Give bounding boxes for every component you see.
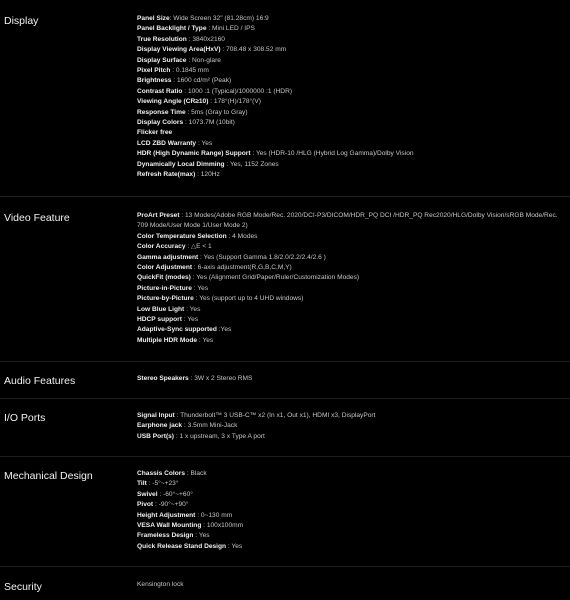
section-title-display: Display	[4, 15, 39, 27]
spec-row-panel-size: Panel Size: Wide Screen 32" (81.28cm) 16:9	[137, 15, 269, 22]
spec-row-quick-release-stand: Quick Release Stand Design : Yes	[137, 542, 243, 550]
section-divider	[0, 456, 570, 457]
section-title-audio-features: Audio Features	[4, 375, 76, 387]
section-title-mechanical-design: Mechanical Design	[4, 470, 93, 482]
spec-row-true-resolution: True Resolution : 3840x2160	[137, 35, 225, 43]
spec-row-proart-preset: ProArt Preset : 13 Modes(Adobe RGB Mode/Rec. 2020/DCI-P3/DICOM/HDR_PQ DCI /HDR_PQ Rec2020/HLG/Dolby Vision/sRGB Mode/Rec. 709 Mode/User Mode 1/User Mode 2)	[137, 212, 558, 230]
spec-row-earphone-jack: Earphone jack : 3.5mm Mini-Jack	[137, 422, 238, 430]
spec-row-color-temperature: Color Temperature Selection : 4 Modes	[137, 232, 258, 240]
spec-row-hdcp-support: HDCP support : Yes	[137, 316, 199, 324]
spec-row-usb-ports: USB Port(s) : 1 x upstream, 3 x Type A port	[137, 432, 265, 440]
spec-row-hdr-support: HDR (High Dynamic Range) Support : Yes (HDR-10 /HLG (Hybrid Log Gamma)/Dolby Vision	[137, 150, 414, 158]
spec-row-frameless-design: Frameless Design : Yes	[137, 532, 210, 540]
spec-row-color-accuracy: Color Accuracy : △E < 1	[137, 243, 212, 251]
spec-row-display-colors: Display Colors : 1073.7M (10bit)	[137, 119, 235, 127]
spec-row-height-adjustment: Height Adjustment : 0~130 mm	[137, 511, 233, 519]
spec-list-display	[137, 14, 567, 181]
spec-row-chassis-colors: Chassis Colors : Black	[137, 470, 207, 477]
section-divider	[0, 361, 570, 362]
spec-list-audio-features	[137, 374, 567, 384]
section-title-io-ports: I/O Ports	[4, 412, 46, 424]
section-divider	[0, 566, 570, 567]
spec-list-io-ports	[137, 411, 567, 442]
spec-row-vesa-mounting: VESA Wall Mounting : 100x100mm	[137, 522, 244, 530]
spec-row-kensington-lock: Kensington lock	[137, 581, 184, 588]
spec-row-contrast-ratio: Contrast Ratio : 1000 :1 (Typical)/1000000 :1 (HDR)	[137, 87, 293, 95]
spec-row-local-dimming: Dynamically Local Dimming : Yes, 1152 Zones	[137, 160, 279, 168]
spec-row-stereo-speakers: Stereo Speakers : 3W x 2 Stereo RMS	[137, 375, 253, 382]
section-title-video-feature: Video Feature	[4, 212, 70, 224]
spec-row-picture-by-picture: Picture-by-Picture : Yes (support up to 4 UHD windows)	[137, 295, 304, 303]
spec-row-flicker-free: Flicker free	[137, 129, 173, 137]
spec-row-viewing-area: Display Viewing Area(HxV) : 708.48 x 308.52 mm	[137, 46, 287, 54]
spec-row-signal-input: Signal Input : Thunderbolt™ 3 USB-C™ x2 (In x1, Out x1), HDMI x3, DisplayPort	[137, 412, 376, 419]
spec-list-video-feature	[137, 211, 567, 346]
spec-row-picture-in-picture: Picture-in-Picture : Yes	[137, 284, 209, 292]
spec-list-security	[137, 580, 567, 590]
section-divider	[0, 196, 570, 197]
spec-row-lcd-warranty: LCD ZBD Warranty : Yes	[137, 139, 213, 147]
spec-row-pivot: Pivot : -90°~+90°	[137, 501, 189, 509]
spec-row-response-time: Response Time : 5ms (Gray to Gray)	[137, 108, 248, 116]
spec-row-panel-backlight: Panel Backlight / Type : Mini LED / IPS	[137, 25, 255, 33]
spec-row-color-adjustment: Color Adjustment : 6-axis adjustment(R,G,B,C,M,Y)	[137, 264, 292, 272]
spec-row-gamma-adjustment: Gamma adjustment : Yes (Support Gamma 1.8/2.0/2.2/2.4/2.6 )	[137, 253, 326, 261]
spec-row-viewing-angle: Viewing Angle (CR≥10) : 178°(H)/178°(V)	[137, 98, 261, 106]
spec-list-mechanical-design	[137, 469, 567, 552]
spec-row-pixel-pitch: Pixel Pitch : 0.1845 mm	[137, 67, 209, 75]
spec-row-refresh-rate: Refresh Rate(max) : 120Hz	[137, 171, 220, 179]
spec-row-quickfit: QuickFit (modes) : Yes (Alignment Grid/Paper/Ruler/Customization Modes)	[137, 274, 360, 282]
spec-row-low-blue-light: Low Blue Light : Yes	[137, 305, 201, 313]
section-title-security: Security	[4, 581, 42, 593]
spec-row-brightness: Brightness : 1600 cd/m² (Peak)	[137, 77, 232, 85]
spec-row-display-surface: Display Surface : Non-glare	[137, 56, 221, 64]
spec-row-multiple-hdr-mode: Multiple HDR Mode : Yes	[137, 336, 214, 344]
spec-row-swivel: Swivel : -60°~+60°	[137, 490, 193, 498]
spec-row-adaptive-sync: Adaptive-Sync supported :Yes	[137, 326, 232, 334]
spec-row-tilt: Tilt : -5°~+23°	[137, 480, 179, 488]
section-divider	[0, 398, 570, 399]
